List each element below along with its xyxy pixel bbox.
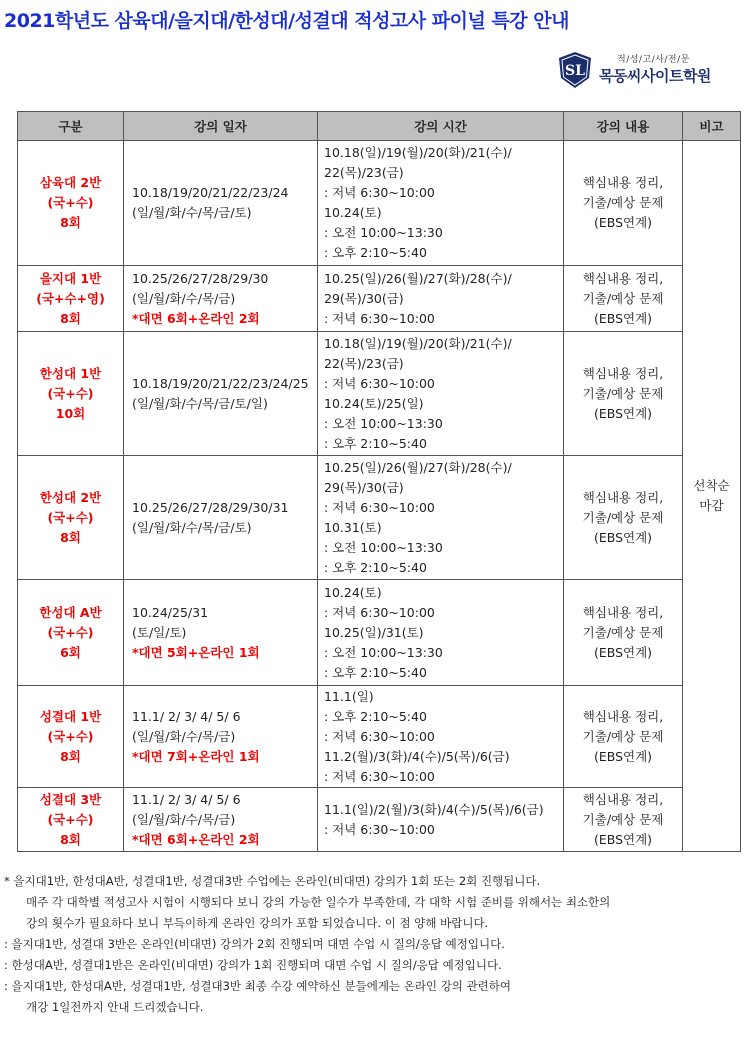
cell-date — [124, 456, 318, 580]
cell-time — [318, 788, 564, 852]
time-line: 10.25(일)/26(월)/27(화)/28(수)/ — [324, 270, 512, 286]
category-subjects: (국+수) — [47, 728, 94, 744]
time-line: : 오전 10:00~13:30 — [324, 415, 443, 431]
time-line: : 오전 10:00~13:30 — [324, 539, 443, 555]
table-row — [18, 332, 741, 456]
category-name: 삼육대 2반 — [39, 175, 102, 190]
date-days: 10.18/19/20/21/22/23/24 — [132, 185, 289, 200]
time-line: : 오후 2:10~5:40 — [324, 245, 427, 260]
date-online-note: *대면 6회+온라인 2회 — [132, 831, 260, 847]
date-weekdays: (일/월/화/수/목/금/토/일) — [132, 395, 268, 411]
time-line: : 오후 2:10~5:40 — [324, 435, 427, 451]
time-line: : 오전 10:00~13:30 — [324, 225, 443, 240]
cell-content — [564, 788, 683, 852]
time-line: 11.1(일)/2(월)/3(화)/4(수)/5(목)/6(금) — [324, 801, 544, 817]
cell-date — [124, 788, 318, 852]
table-row — [18, 580, 741, 686]
time-line: 22(목)/23(금) — [324, 355, 404, 371]
header-content: 강의 내용 — [564, 112, 683, 141]
cell-category — [18, 332, 124, 456]
cell-note — [683, 141, 741, 852]
category-sessions: 8회 — [60, 215, 81, 230]
time-line: 11.1(일) — [324, 688, 374, 704]
cell-content — [564, 686, 683, 788]
table-row — [18, 456, 741, 580]
cell-time — [318, 686, 564, 788]
note-line: : 한성대A반, 성결대1반은 온라인(비대면) 강의가 1회 진행되며 대면 수업 시 질의/응답 예정입니다. — [4, 958, 502, 972]
time-line: : 저녁 6:30~10:00 — [324, 185, 435, 200]
cell-date — [124, 141, 318, 266]
note-line: 강의 횟수가 필요하다 보니 부득이하게 온라인 강의가 포함 되었습니다. 이 점 양해 바랍니다. — [26, 916, 489, 930]
content-line: (EBS연계) — [593, 215, 653, 230]
content-line: 기출/예상 문제 — [582, 728, 664, 744]
date-days: 10.25/26/27/28/29/30 — [132, 270, 269, 286]
time-line: 10.24(토) — [324, 205, 382, 220]
note-line: : 을지대1반, 성결대 3반은 온라인(비대면) 강의가 2회 진행되며 대면 수업 시 질의/응답 예정입니다. — [4, 937, 505, 951]
table-row — [18, 788, 741, 852]
time-line: : 저녁 6:30~10:00 — [324, 375, 435, 391]
category-sessions: 8회 — [60, 529, 81, 545]
time-line: : 오후 2:10~5:40 — [324, 664, 427, 680]
category-name: 한성대 2반 — [39, 489, 102, 505]
category-sessions: 8회 — [60, 831, 81, 847]
cell-category — [18, 456, 124, 580]
category-name: 을지대 1반 — [39, 270, 102, 286]
content-line: 핵심내용 정리, — [582, 489, 664, 505]
table-row — [18, 266, 741, 332]
logo-name: 목동씨사이트학원 — [599, 67, 711, 85]
cell-category — [18, 686, 124, 788]
content-line: 기출/예상 문제 — [582, 290, 664, 306]
page-title: 2021학년도 삼육대/을지대/한성대/성결대 적성고사 파이널 특강 안내 — [4, 10, 569, 32]
category-subjects: (국+수) — [47, 195, 94, 210]
time-line: 22(목)/23(금) — [324, 165, 404, 180]
time-line: 29(목)/30(금) — [324, 290, 404, 306]
content-line: 핵심내용 정리, — [582, 791, 664, 807]
table-header-row — [18, 112, 741, 141]
date-online-note: *대면 6회+온라인 2회 — [132, 310, 260, 326]
time-line: 10.18(일)/19(월)/20(화)/21(수)/ — [324, 335, 512, 351]
table-row — [18, 141, 741, 266]
content-line: (EBS연계) — [593, 529, 653, 545]
cell-category — [18, 580, 124, 686]
content-line: (EBS연계) — [593, 748, 653, 764]
content-line: (EBS연계) — [593, 644, 653, 660]
date-days: 10.18/19/20/21/22/23/24/25 — [132, 375, 309, 391]
header-date: 강의 일자 — [124, 112, 318, 141]
category-sessions: 6회 — [60, 644, 81, 660]
category-subjects: (국+수) — [47, 624, 94, 640]
time-line: 29(목)/30(금) — [324, 479, 404, 495]
note-line: : 을지대1반, 한성대A반, 성결대1반, 성결대3반 최종 수강 예약하신 분들에게는 온라인 강의 관련하여 — [4, 979, 512, 993]
cell-time — [318, 141, 564, 266]
category-name: 한성대 A반 — [39, 604, 102, 620]
date-weekdays: (일/월/화/수/목/금) — [132, 811, 236, 827]
cell-time — [318, 580, 564, 686]
category-subjects: (국+수) — [47, 509, 94, 525]
logo-badge-text: SL — [565, 63, 585, 79]
header-time: 강의 시간 — [318, 112, 564, 141]
cell-content — [564, 141, 683, 266]
time-line: 10.31(토) — [324, 519, 382, 535]
time-line: : 저녁 6:30~10:00 — [324, 768, 435, 784]
time-line: : 저녁 6:30~10:00 — [324, 728, 435, 744]
date-days: 10.24/25/31 — [132, 604, 209, 620]
cell-time — [318, 456, 564, 580]
category-sessions: 10회 — [55, 405, 86, 421]
note-line: * 을지대1반, 한성대A반, 성결대1반, 성결대3반 수업에는 온라인(비대면) 강의가 1회 또는 2회 진행됩니다. — [4, 874, 541, 888]
academy-logo — [555, 48, 740, 94]
content-line: (EBS연계) — [593, 831, 653, 847]
content-line: 핵심내용 정리, — [582, 708, 664, 724]
note-first-come: 선착순 — [693, 478, 730, 493]
cell-date — [124, 332, 318, 456]
note-line: 매주 각 대학별 적성고사 시험이 시행되다 보니 강의 가능한 일수가 부족한데, 각 대학 시험 준비를 위해서는 최소한의 — [26, 895, 611, 909]
category-subjects: (국+수) — [47, 385, 94, 401]
cell-category — [18, 788, 124, 852]
category-name: 성결대 1반 — [39, 708, 102, 724]
cell-category — [18, 266, 124, 332]
time-line: : 저녁 6:30~10:00 — [324, 499, 435, 515]
content-line: 기출/예상 문제 — [582, 385, 664, 401]
time-line: : 오후 2:10~5:40 — [324, 708, 427, 724]
time-line: 10.24(토) — [324, 584, 382, 600]
content-line: 핵심내용 정리, — [582, 270, 664, 286]
date-days: 11.1/ 2/ 3/ 4/ 5/ 6 — [132, 791, 241, 807]
category-sessions: 8회 — [60, 310, 81, 326]
time-line: : 저녁 6:30~10:00 — [324, 821, 435, 837]
content-line: 기출/예상 문제 — [582, 811, 664, 827]
notes-section — [4, 871, 739, 1018]
date-weekdays: (일/월/화/수/목/금/토) — [132, 519, 252, 535]
date-weekdays: (일/월/화/수/목/금/토) — [132, 205, 252, 220]
note-line: 개강 1일전까지 안내 드리겠습니다. — [26, 1000, 204, 1014]
date-days: 10.25/26/27/28/29/30/31 — [132, 499, 289, 515]
content-line: 기출/예상 문제 — [582, 195, 664, 210]
category-name: 한성대 1반 — [39, 365, 102, 381]
content-line: 핵심내용 정리, — [582, 365, 664, 381]
logo-subtitle: 적/성/고/사/전/문 — [617, 55, 690, 65]
time-line: : 오후 2:10~5:40 — [324, 559, 427, 575]
content-line: 핵심내용 정리, — [582, 175, 664, 190]
cell-content — [564, 266, 683, 332]
time-line: : 오전 10:00~13:30 — [324, 644, 443, 660]
time-line: 11.2(월)/3(화)/4(수)/5(목)/6(금) — [324, 748, 510, 764]
time-line: 10.25(일)/31(토) — [324, 624, 424, 640]
content-line: (EBS연계) — [593, 310, 653, 326]
time-line: 10.18(일)/19(월)/20(화)/21(수)/ — [324, 145, 512, 160]
cell-content — [564, 456, 683, 580]
cell-date — [124, 580, 318, 686]
date-weekdays: (일/월/화/수/목/금) — [132, 728, 236, 744]
time-line: 10.25(일)/26(월)/27(화)/28(수)/ — [324, 459, 512, 475]
cell-category — [18, 141, 124, 266]
cell-time — [318, 332, 564, 456]
schedule-table — [17, 111, 741, 852]
shield-emblem-icon — [555, 50, 595, 90]
category-subjects: (국+수) — [47, 811, 94, 827]
cell-content — [564, 332, 683, 456]
note-closing: 마감 — [699, 498, 724, 513]
date-online-note: *대면 7회+온라인 1회 — [132, 748, 260, 764]
date-weekdays: (토/일/토) — [132, 624, 187, 640]
category-subjects: (국+수+영) — [36, 290, 105, 306]
content-line: 기출/예상 문제 — [582, 509, 664, 525]
table-row — [18, 686, 741, 788]
cell-date — [124, 266, 318, 332]
cell-time — [318, 266, 564, 332]
time-line: : 저녁 6:30~10:00 — [324, 604, 435, 620]
content-line: 기출/예상 문제 — [582, 624, 664, 640]
date-online-note: *대면 5회+온라인 1회 — [132, 644, 260, 660]
category-sessions: 8회 — [60, 748, 81, 764]
time-line: 10.24(토)/25(일) — [324, 395, 424, 411]
date-weekdays: (일/월/화/수/목/금) — [132, 290, 236, 306]
category-name: 성결대 3반 — [39, 791, 102, 807]
header-note: 비고 — [683, 112, 741, 141]
header-category: 구분 — [18, 112, 124, 141]
time-line: : 저녁 6:30~10:00 — [324, 310, 435, 326]
cell-content — [564, 580, 683, 686]
date-days: 11.1/ 2/ 3/ 4/ 5/ 6 — [132, 708, 241, 724]
content-line: (EBS연계) — [593, 405, 653, 421]
content-line: 핵심내용 정리, — [582, 604, 664, 620]
cell-date — [124, 686, 318, 788]
